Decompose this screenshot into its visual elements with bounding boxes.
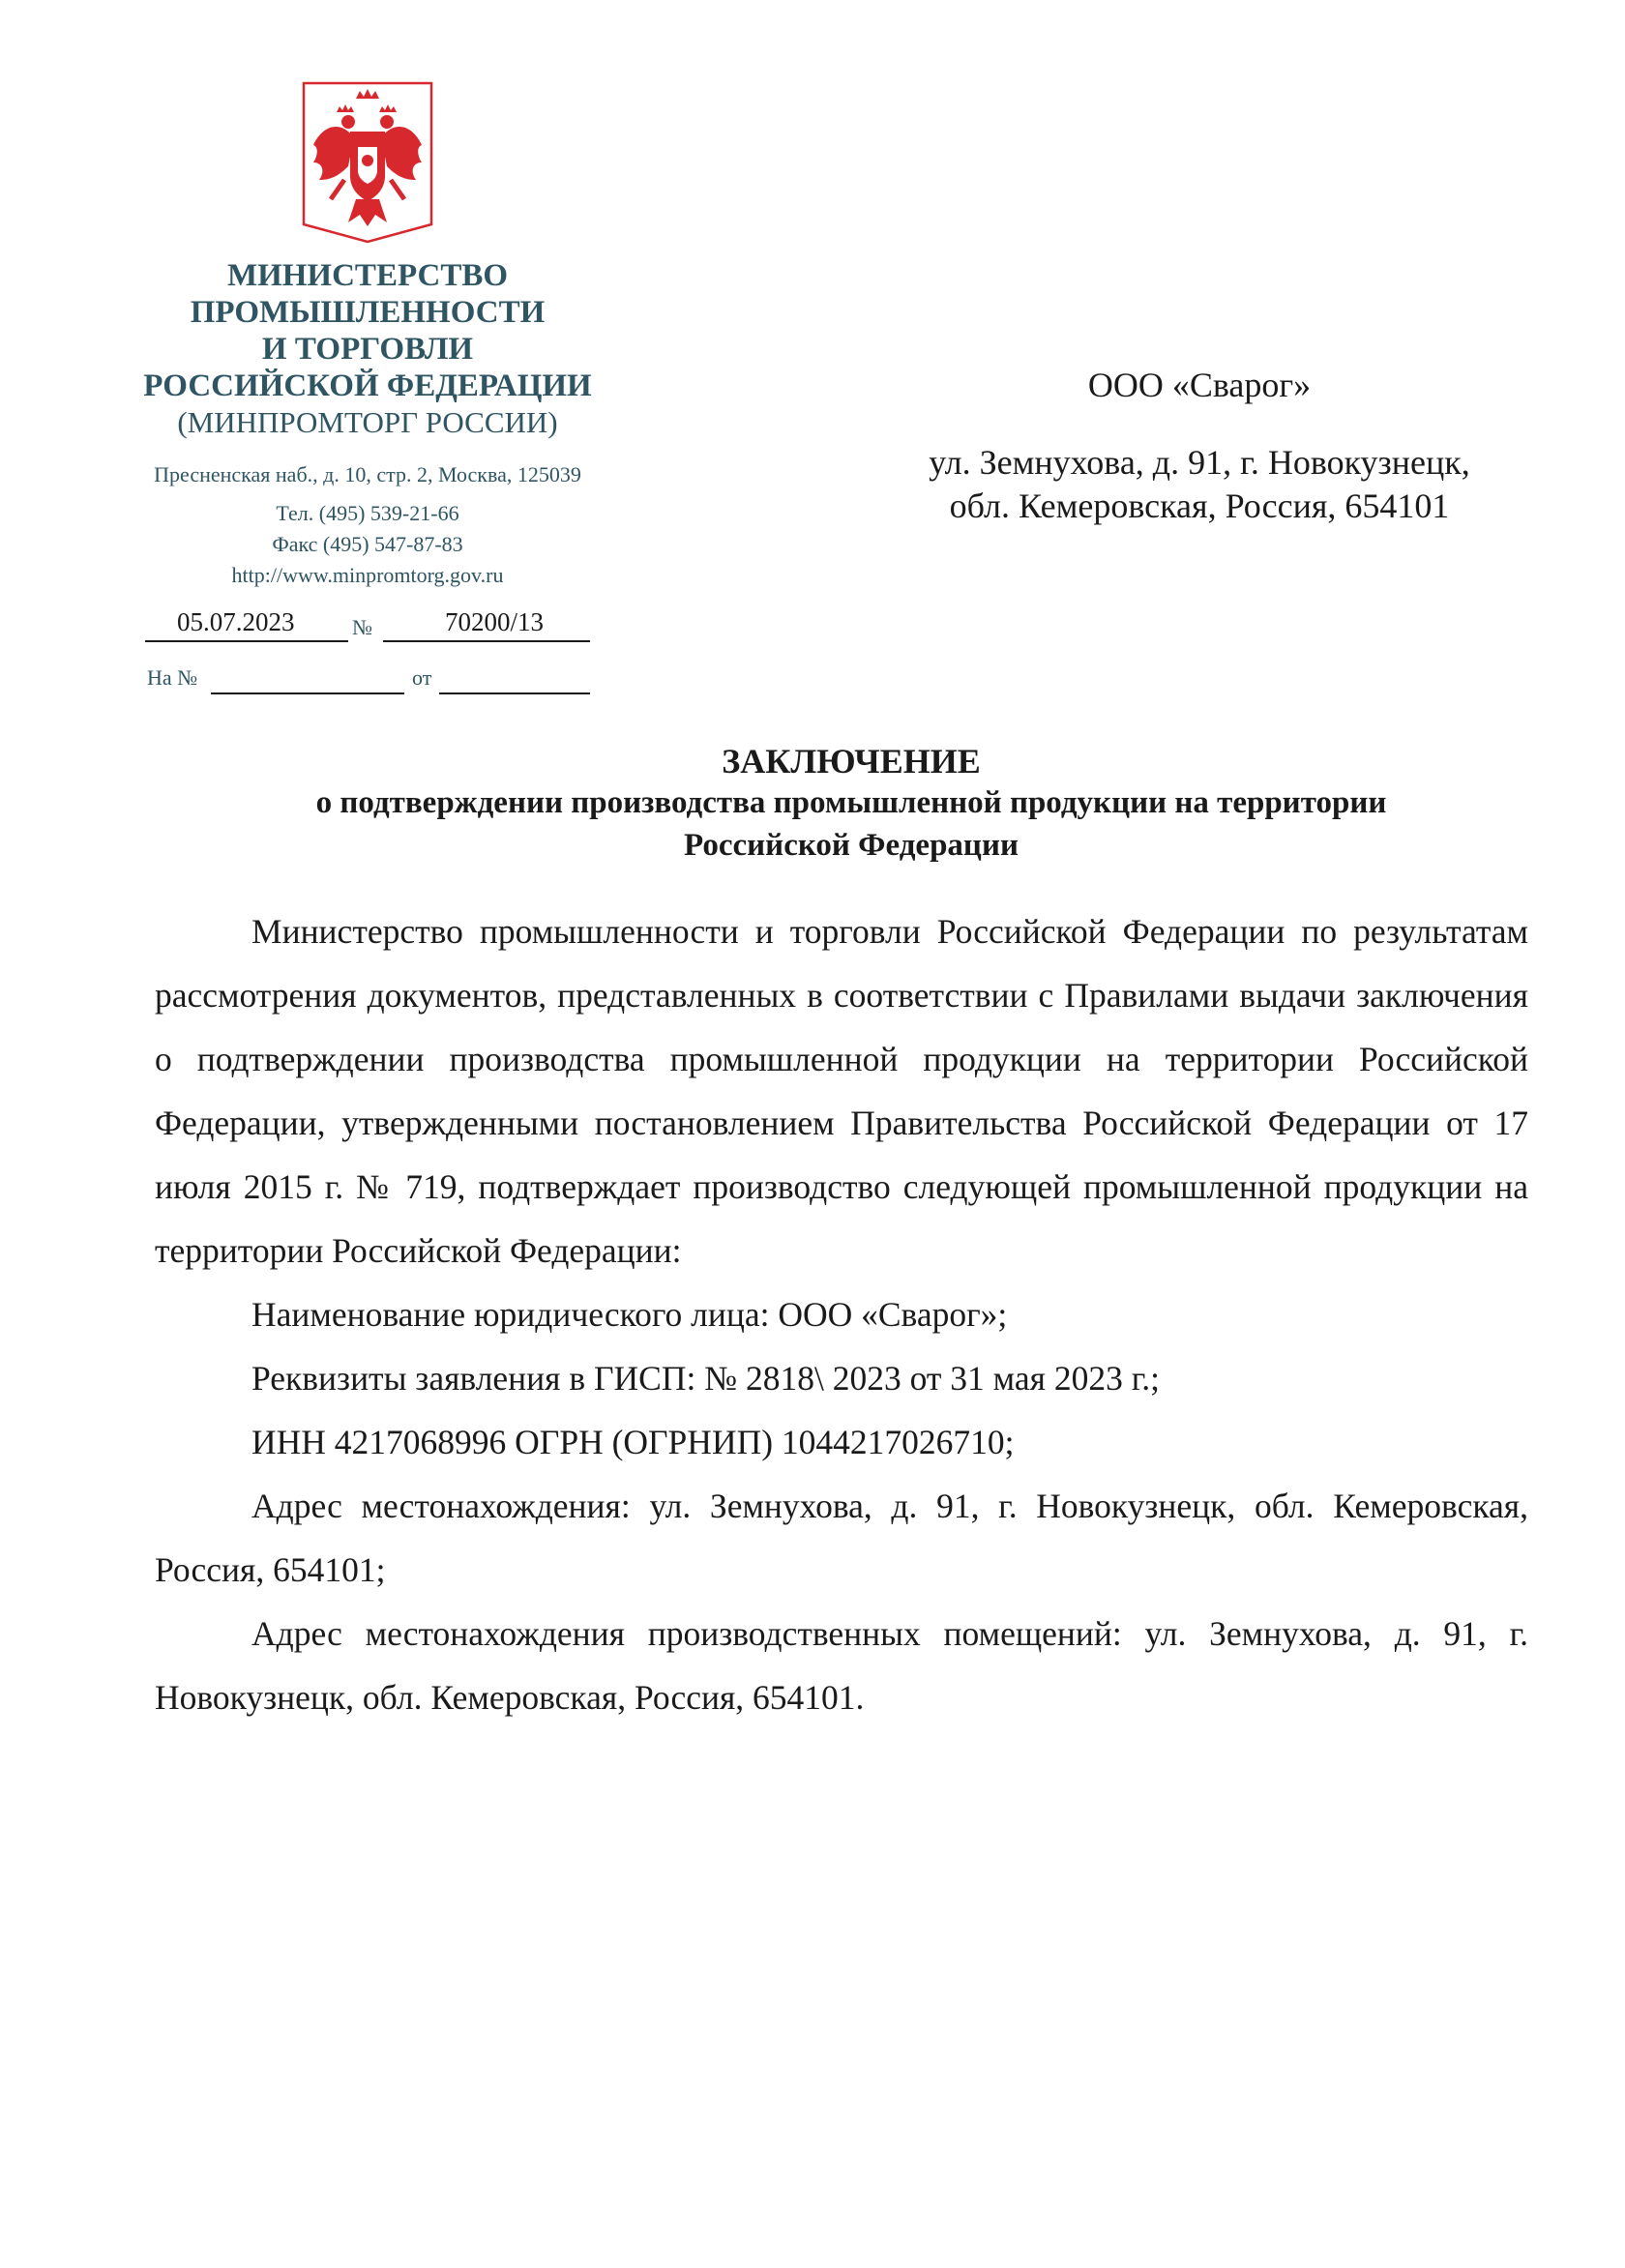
coat-of-arms-icon xyxy=(300,79,435,246)
ministry-website: http://www.minpromtorg.gov.ru xyxy=(231,563,504,587)
ministry-line-1: МИНИСТЕРСТВО xyxy=(226,258,509,293)
body-intro: Министерство промышленности и торговли Российской Федерации по результатам рассмотрения документов, представленных в соответствии с Правилами выдачи заключения о подтверждении производства промышленной продукции на территории Российской Федерации, утвержденными постановлением Правительства Российской Федерации от 17 июля 2015 г. № 719, подтверждает производство следующей промышленной продукции на территории Российской Федерации: xyxy=(155,912,1528,1270)
body-production-address: Адрес местонахождения производственных помещений: ул. Земнухова, д. 91, г. Новокузнецк, обл. Кемеровская, Россия, 654101. xyxy=(155,1614,1528,1717)
document-body xyxy=(155,899,1528,1729)
reference-label: На № xyxy=(147,665,198,690)
ministry-address: Пресненская наб., д. 10, стр. 2, Москва, 125039 xyxy=(154,462,581,486)
date-underline xyxy=(145,640,348,642)
ministry-phone: Тел. (495) 539-21-66 xyxy=(276,501,459,525)
document-date: 05.07.2023 xyxy=(177,607,295,636)
number-label: № xyxy=(352,615,372,639)
ministry-fax: Факс (495) 547-87-83 xyxy=(272,532,463,556)
body-address: Адрес местонахождения: ул. Земнухова, д. 91, г. Новокузнецк, обл. Кемеровская, Россия, 654101; xyxy=(155,1487,1528,1589)
addressee-address-line-2: обл. Кемеровская, Россия, 654101 xyxy=(949,486,1450,525)
ministry-line-3: И ТОРГОВЛИ xyxy=(261,332,474,367)
ministry-line-4: РОССИЙСКОЙ ФЕДЕРАЦИИ xyxy=(143,368,592,403)
document-subtitle-line-2: Российской Федерации xyxy=(684,828,1019,863)
addressee-address-line-1: ул. Земнухова, д. 91, г. Новокузнецк, xyxy=(929,443,1470,482)
number-underline xyxy=(383,640,590,642)
ministry-name xyxy=(87,257,648,441)
document-number: 70200/13 xyxy=(445,607,545,636)
document-subtitle-line-1: о подтверждении производства промышленной продукции на территории xyxy=(315,785,1387,820)
ministry-line-2: ПРОМЫШЛЕННОСТИ xyxy=(190,295,546,330)
reference-date-underline xyxy=(439,692,590,694)
body-application: Реквизиты заявления в ГИСП: № 2818\ 2023 от 31 мая 2023 г.; xyxy=(251,1359,1160,1398)
document-title: ЗАКЛЮЧЕНИЕ xyxy=(722,742,981,781)
body-legal-name: Наименование юридического лица: ООО «Сварог»; xyxy=(251,1295,1008,1334)
addressee-name: ООО «Сварог» xyxy=(1087,366,1312,404)
reference-from-label: от xyxy=(412,665,432,690)
reference-underline xyxy=(211,692,404,694)
ministry-short-name: (МИНПРОМТОРГ РОССИИ) xyxy=(177,405,558,439)
body-inn: ИНН 4217068996 ОГРН (ОГРНИП) 1044217026710; xyxy=(251,1423,1015,1461)
